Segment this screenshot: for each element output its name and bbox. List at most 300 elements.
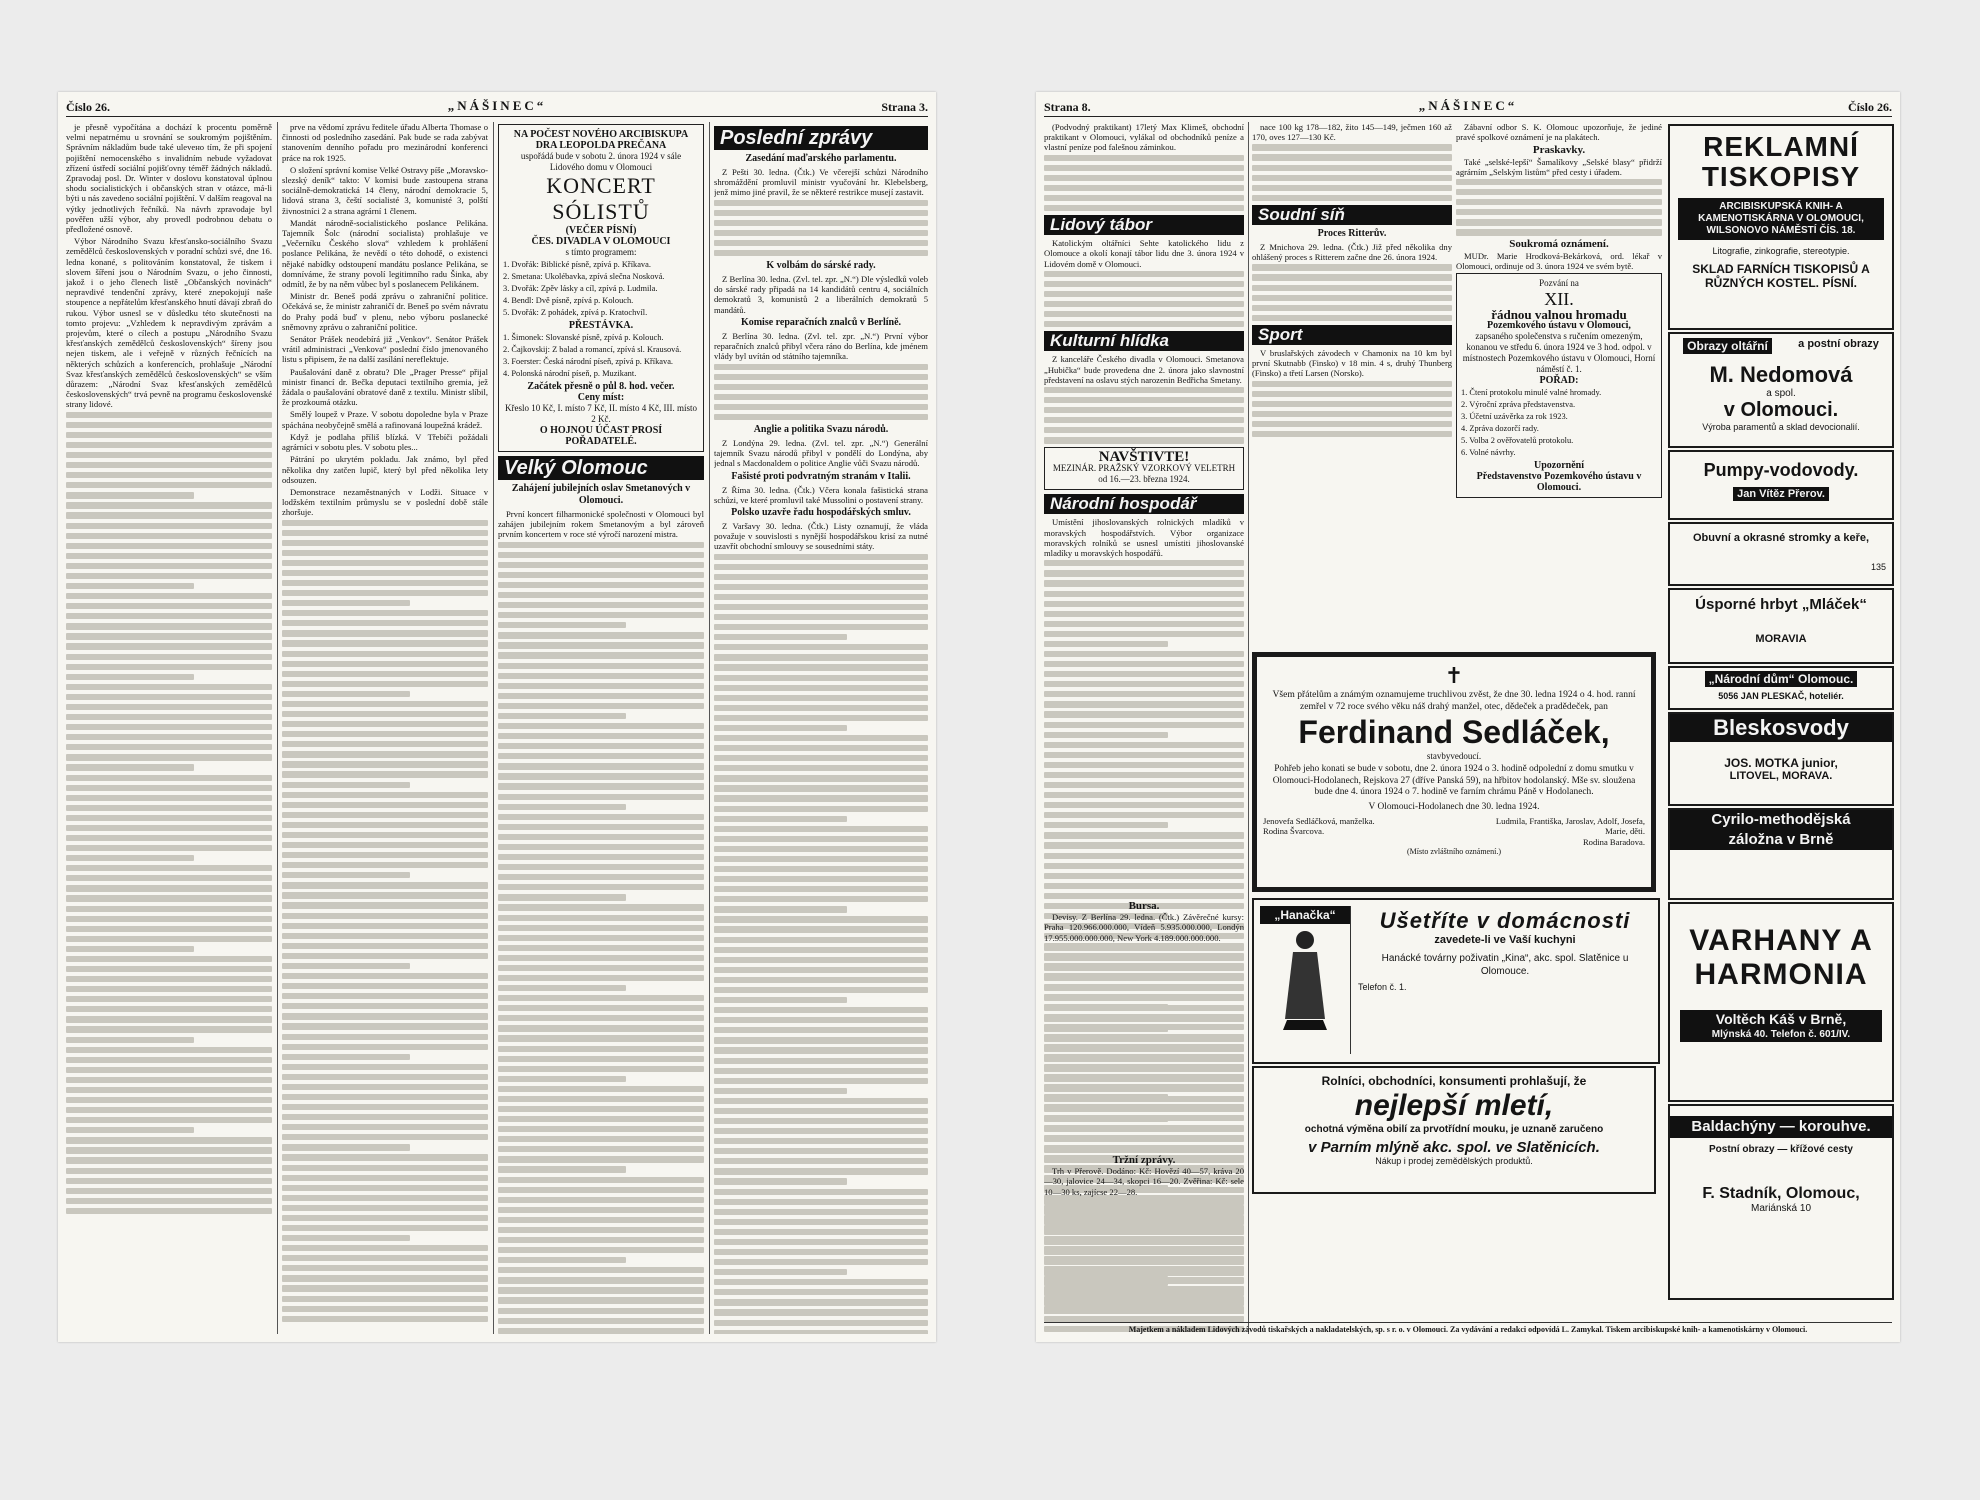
text-line-placeholder xyxy=(282,923,488,929)
text-line-placeholder xyxy=(498,753,704,759)
text-line-placeholder xyxy=(498,1076,626,1082)
text-line-placeholder xyxy=(714,1178,847,1184)
text-line-placeholder xyxy=(282,1245,488,1251)
text-line-placeholder xyxy=(66,1047,272,1053)
text-line-placeholder xyxy=(498,925,704,931)
text-line-placeholder xyxy=(1044,560,1244,566)
text-line-placeholder xyxy=(282,1144,410,1150)
ad-cyrilo-methodejska xyxy=(1668,808,1894,900)
text-line-placeholder xyxy=(1044,742,1244,748)
text-line-placeholder xyxy=(498,894,626,900)
ad-varhany-line2: HARMONIA xyxy=(1694,958,1868,991)
text-line-placeholder xyxy=(714,220,928,226)
ad-varhany-line3: Voltěch Káš v Brně, xyxy=(1680,1010,1882,1028)
text-line-placeholder xyxy=(498,1116,704,1122)
text-line-placeholder xyxy=(66,996,272,1002)
text-line-placeholder xyxy=(66,452,272,458)
text-line-placeholder xyxy=(66,1208,272,1214)
concert-program-item: 3. Foerster: Česká národní píseň, zpívá p. Kříkava. xyxy=(503,357,674,366)
anglie-paragraph: Z Londýna 29. ledna. (Zvl. tel. zpr. „N.“) Generální tajemník Svazu národů přibyl v pondělí do Londýna, aby jednal s Macdonaldem o politice Anglie vůči Svazu národů. xyxy=(714,437,928,469)
left-col2-paragraph: Pátrání po ukrytém pokladu. Jak známo, byl před několika dny zatčen lupič, který byl před několika lety odsouzen. xyxy=(282,454,488,485)
text-line-placeholder xyxy=(714,715,928,721)
text-line-placeholder xyxy=(66,1107,272,1113)
text-line-placeholder xyxy=(282,882,488,888)
text-line-placeholder xyxy=(1044,873,1244,879)
text-line-placeholder xyxy=(1044,822,1168,828)
text-line-placeholder xyxy=(714,957,928,963)
ad-usetrite-line3: Hanácké továrny poživatin „Kina“, akc. spol. Slatěnice u Olomouce. xyxy=(1381,953,1629,977)
text-line-placeholder xyxy=(498,622,626,628)
text-line-placeholder xyxy=(498,1197,704,1203)
left-running-head xyxy=(66,98,928,117)
text-line-placeholder xyxy=(714,1309,928,1315)
left-col2-paragraph: Demonstrace nezaměstnaných v Lodži. Situace v lodžském textilním průmyslu se v poslední době stále zhoršuje. xyxy=(282,486,488,518)
text-line-placeholder xyxy=(66,936,272,942)
column-divider xyxy=(277,122,278,1334)
text-line-placeholder xyxy=(498,1106,704,1112)
text-line-placeholder xyxy=(498,995,704,1001)
left-page-label: Číslo 26. xyxy=(66,100,111,114)
text-line-placeholder xyxy=(66,432,272,438)
text-line-placeholder xyxy=(1044,701,1244,707)
navstivte-date: od 16.—23. března 1924. xyxy=(1098,474,1190,485)
left-masthead: „NÁŠINEC“ xyxy=(447,98,547,113)
text-line-placeholder xyxy=(714,836,928,842)
concert-pause: PŘESTÁVKA. xyxy=(568,320,634,331)
text-line-placeholder xyxy=(714,785,928,791)
text-line-placeholder xyxy=(714,1037,928,1043)
left-col1-paragraph: je přesně vypočítána a dochází k procentu poměrně velmi nepatrnému u srovnání se soukromým pojištěním. Správním nákladům bude také ulevено tím, že při spojení pojištění nemocenského s invalidním nebude vyžadovat zřízení ústředí sociální pojišťovny téměř žádných nákladů. Zpravodaj posl. Dr. Winter v doslovu konstatoval úplnou shodu socialistických i občanských stran v otázce, má-li býti u nás zavedeno sociální pojištění. V dalším reagoval na výtky jednotlivých řečníků. Na návrh zpravodaje byl pověřen užší výbor, aby provedl podrobnou debatu o předložené osnově. xyxy=(66,122,272,235)
polsko-paragraph: Z Varšavy 30. ledna. (Čtk.) Listy oznamují, že vláda považuje v souvislosti s nynější hospodářskou krisí za nutné uzavřít obchodní smlouvy se sousedními státy. xyxy=(714,520,928,552)
text-line-placeholder xyxy=(282,913,488,919)
ad-baldachyny-line4: Mariánská 10 xyxy=(1750,1203,1812,1214)
left-col2-paragraph: Senátor Prášek neodebírá již „Venkov“. Senátor Prášek vrátil administraci „Venkova“ poslední číslo jmenovaného listu s připisem, že na další zasílání nereflektuje. xyxy=(282,334,488,365)
text-line-placeholder xyxy=(1044,1219,1244,1225)
text-line-placeholder xyxy=(282,771,488,777)
ad-usetrite-phone: Telefon č. 1. xyxy=(1358,982,1407,992)
text-line-placeholder xyxy=(66,543,272,549)
imprint-footer: Majetkem a nákladem Lidových závodů tiskařských a nakladatelských, sp. s r. o. v Olomouci. Za vydávání a redakci odpovídá L. Zamykal. Tiskem arcibiskupské knih- a kamenotiskárny v Olomouci. xyxy=(1044,1322,1892,1334)
text-line-placeholder xyxy=(714,584,928,590)
text-line-placeholder xyxy=(282,933,488,939)
ad-rolnici xyxy=(1252,1066,1656,1194)
text-line-placeholder xyxy=(66,855,194,861)
text-line-placeholder xyxy=(714,240,928,246)
ad-varhany-line1: VARHANY A xyxy=(1689,924,1873,957)
obituary-right-signature-2: Rodina Baradova. xyxy=(1582,836,1645,847)
text-line-placeholder xyxy=(282,1316,488,1322)
trzni-title: Tržní zprávy. xyxy=(1112,1154,1176,1166)
text-line-placeholder xyxy=(1044,1076,1244,1082)
text-line-placeholder xyxy=(1044,1259,1244,1265)
text-line-placeholder xyxy=(1044,1239,1244,1245)
text-line-placeholder xyxy=(498,1187,704,1193)
concert-sub2: ČES. DIVADLA V OLOMOUCI xyxy=(531,236,671,247)
section-soudni-sin: Soudní síň xyxy=(1252,205,1452,225)
text-line-placeholder xyxy=(1044,1015,1244,1021)
text-line-placeholder xyxy=(282,630,488,636)
section-narodni-hospodar: Národní hospodář xyxy=(1044,494,1244,514)
text-line-placeholder xyxy=(498,693,704,699)
ad-narodni-dum-line2: 5056 JAN PLESKAČ, hoteliér. xyxy=(1718,691,1844,701)
pozvani-sign: Představenstvo Pozemkového ústavu v Olomouci. xyxy=(1476,471,1642,494)
fasiste-paragraph: Z Říma 30. ledna. (Čtk.) Včera konala fašistická strana schůzi, ve které promluvil také Mussolini o postavení strany. xyxy=(714,484,928,505)
text-line-placeholder xyxy=(1044,1106,1244,1112)
text-line-placeholder xyxy=(66,976,272,982)
text-line-placeholder xyxy=(714,364,928,370)
left-col2-paragraph: Paušalování daně z obratu? Dle „Prager Presse“ přijal ministr financí dr. Bečka deputaci textilního gremia, jež žádala o paušalování obratové daně z textilu. Ministr slíbil, že prozkoumá otázku. xyxy=(282,366,488,408)
ad-obuv-line2: 135 xyxy=(1870,562,1886,572)
ad-baldachyny-line1: Baldachýny — korouhve. xyxy=(1670,1116,1892,1138)
text-line-placeholder xyxy=(282,1074,488,1080)
text-line-placeholder xyxy=(498,713,626,719)
anglie-subtitle: Anglie a politika Svazu národů. xyxy=(753,423,889,435)
text-line-placeholder xyxy=(498,1136,704,1142)
text-line-placeholder xyxy=(714,1058,928,1064)
text-line-placeholder xyxy=(498,794,704,800)
section-sport: Sport xyxy=(1252,325,1452,345)
navstivte-title: NAVŠTIVTE! xyxy=(1098,449,1190,466)
text-line-placeholder xyxy=(282,590,488,596)
text-line-placeholder xyxy=(282,953,488,959)
concert-program-item: 1. Dvořák: Biblické písně, zpívá p. Kříkava. xyxy=(503,260,651,269)
text-filler xyxy=(1252,144,1452,201)
text-line-placeholder xyxy=(66,906,272,912)
text-line-placeholder xyxy=(498,703,704,709)
praskavky-title: Praskavky. xyxy=(1532,144,1586,157)
text-line-placeholder xyxy=(282,540,488,546)
text-line-placeholder xyxy=(714,654,928,660)
text-line-placeholder xyxy=(714,947,928,953)
text-line-placeholder xyxy=(714,1027,928,1033)
text-line-placeholder xyxy=(1044,842,1244,848)
right-col-3 xyxy=(1456,122,1662,662)
text-line-placeholder xyxy=(282,741,488,747)
text-line-placeholder xyxy=(282,520,488,526)
text-line-placeholder xyxy=(66,835,272,841)
right-page-number: Číslo 26. xyxy=(1847,100,1892,114)
text-line-placeholder xyxy=(1252,401,1452,407)
text-line-placeholder xyxy=(498,1217,704,1223)
text-line-placeholder xyxy=(1252,264,1452,270)
text-line-placeholder xyxy=(282,1114,488,1120)
text-line-placeholder xyxy=(282,802,488,808)
text-line-placeholder xyxy=(282,550,488,556)
text-line-placeholder xyxy=(714,846,928,852)
pozvani-intro: Pozvání na xyxy=(1539,278,1579,289)
left-col2-paragraph: Když je podlaha příliš blízká. V Třebíči požádali agrárníci v sobotu ples. V sobotu ples... xyxy=(282,431,488,453)
text-line-placeholder xyxy=(1044,1279,1168,1285)
text-line-placeholder xyxy=(66,1006,272,1012)
obituary-notice xyxy=(1252,652,1656,892)
text-line-placeholder xyxy=(66,492,194,498)
text-line-placeholder xyxy=(714,614,928,620)
ad-rolnici-line2: nejlepší mletí, xyxy=(1354,1089,1554,1122)
text-line-placeholder xyxy=(66,845,272,851)
text-line-placeholder xyxy=(1044,397,1244,403)
text-line-placeholder xyxy=(498,1267,704,1273)
text-line-placeholder xyxy=(498,864,704,870)
pozvani-upozorneni: Upozornění xyxy=(1534,460,1584,472)
text-line-placeholder xyxy=(1044,691,1244,697)
text-line-placeholder xyxy=(282,902,488,908)
pozvani-when: konanou ve středu 6. února 1924 ve 3 hod. odpol. v místnostech Pozemkového ústavu v Olomouci, Horní náměstí č. 1. xyxy=(1462,342,1656,375)
text-line-placeholder xyxy=(498,743,704,749)
text-line-placeholder xyxy=(1044,165,1244,171)
left-col-4 xyxy=(714,122,928,1334)
text-line-placeholder xyxy=(282,862,488,868)
text-line-placeholder xyxy=(714,816,847,822)
text-line-placeholder xyxy=(66,754,272,760)
text-line-placeholder xyxy=(714,745,928,751)
text-line-placeholder xyxy=(714,916,928,922)
text-line-placeholder xyxy=(66,916,272,922)
text-line-placeholder xyxy=(66,422,272,428)
left-col2-paragraph: O složení správní komise Velké Ostravy píše „Moravsko-slezský deník“ takto: V komisi bude zastoupena strana sociálně-demokratická 14 členy, národní demokracie 5, lidová strana 3, čeští socialisté 3, komunisté 3, polští živnostníci 2 a strana agrární 1 členem. xyxy=(282,164,488,216)
text-line-placeholder xyxy=(498,602,704,608)
text-line-placeholder xyxy=(66,412,272,418)
text-line-placeholder xyxy=(66,1057,272,1063)
concert-program-item: 4. Bendl: Dvě písně, zpívá p. Kolouch. xyxy=(503,296,634,305)
trzni-paragraph: Trh v Přerově. Dodáno: Kč: Hovězí 40—57, kráva 20—30, jalovice 24—34, skopci 16—20. Zvěřina: Kč: sele 10—30 ks, zajícse 22—28. xyxy=(1044,1166,1244,1197)
text-line-placeholder xyxy=(1044,732,1168,738)
text-line-placeholder xyxy=(1044,1209,1244,1215)
left-col2-paragraph: Smělý loupež v Praze. V sobotu dopoledne byla v Praze spáchána neobyčejně smělá a rafinovaná loupežná krádež. xyxy=(282,409,488,430)
concert-sub1: (VEČER PÍSNÍ) xyxy=(565,225,637,236)
ad-bleskosvod-line3: LITOVEL, MORAVA. xyxy=(1729,770,1833,782)
ad-reklamni-line2: TISKOPISY xyxy=(1701,161,1861,192)
text-line-placeholder xyxy=(66,785,272,791)
concert-program-item: 4. Polonská národní píseň, p. Muzikant. xyxy=(503,369,637,378)
text-line-placeholder xyxy=(498,804,626,810)
text-line-placeholder xyxy=(498,592,704,598)
text-filler xyxy=(714,364,928,421)
text-line-placeholder xyxy=(1252,144,1452,150)
text-line-placeholder xyxy=(66,684,272,690)
text-line-placeholder xyxy=(282,560,488,566)
text-line-placeholder xyxy=(714,394,928,400)
text-line-placeholder xyxy=(1044,1056,1244,1062)
ad-baldachyny-line2: Postní obrazy — křížové cesty xyxy=(1709,1144,1853,1155)
text-line-placeholder xyxy=(282,1215,488,1221)
text-line-placeholder xyxy=(66,472,272,478)
text-line-placeholder xyxy=(1252,391,1452,397)
text-line-placeholder xyxy=(282,761,488,767)
text-line-placeholder xyxy=(714,755,928,761)
text-line-placeholder xyxy=(714,624,928,630)
ad-bleskosvody xyxy=(1668,712,1894,806)
text-line-placeholder xyxy=(714,1219,928,1225)
concert-closing: O HOJNOU ÚČAST PROSÍ POŘADATELÉ. xyxy=(539,425,663,447)
text-line-placeholder xyxy=(714,685,928,691)
ad-bleskosvod-line2: JOS. MOTKA junior, xyxy=(1724,756,1838,770)
text-line-placeholder xyxy=(714,1199,928,1205)
text-line-placeholder xyxy=(282,1084,488,1090)
text-line-placeholder xyxy=(498,1227,704,1233)
right-page xyxy=(1036,92,1900,1342)
text-line-placeholder xyxy=(1252,295,1452,301)
ad-rolnici-line4: v Parním mlýně akc. spol. ve Slatěnicích. xyxy=(1308,1139,1600,1156)
text-line-placeholder xyxy=(282,1044,488,1050)
text-line-placeholder xyxy=(714,634,847,640)
text-line-placeholder xyxy=(1044,621,1244,627)
text-line-placeholder xyxy=(1044,195,1244,201)
right-col2-top: nace 100 kg 178—182, žito 145—149, ječmen 160 až 170, oves 127—130 Kč. xyxy=(1252,122,1452,143)
obituary-intro: Všem přátelům a známým oznamujeme truchlivou zvěst, že dne 30. ledna 1924 o 4. hod. ranní zemřel v 72 roce svého věku náš drahý manžel, otec, dědeček a pradědeček, pan xyxy=(1272,689,1636,712)
text-line-placeholder xyxy=(498,915,704,921)
section-kulturni-hlidka: Kulturní hlídka xyxy=(1044,331,1244,351)
text-line-placeholder xyxy=(1044,321,1244,327)
pozvani-org: Pozemkového ústavu v Olomouci, xyxy=(1487,320,1631,332)
text-line-placeholder xyxy=(1044,1136,1244,1142)
text-line-placeholder xyxy=(282,1306,488,1312)
ad-obuv-stromky xyxy=(1668,522,1894,586)
text-line-placeholder xyxy=(498,884,704,890)
text-line-placeholder xyxy=(282,691,410,697)
text-line-placeholder xyxy=(1456,199,1662,205)
text-line-placeholder xyxy=(282,610,488,616)
text-line-placeholder xyxy=(498,1257,626,1263)
pozvani-porad-item: 6. Volné návrhy. xyxy=(1461,448,1516,458)
ad-reklamni-tiskopisy xyxy=(1668,124,1894,330)
text-line-placeholder xyxy=(282,1154,488,1160)
text-line-placeholder xyxy=(66,986,272,992)
left-col-3 xyxy=(498,122,704,1334)
pozvani-porad-item: 3. Účetní uzávěrka za rok 1923. xyxy=(1461,412,1568,422)
text-line-placeholder xyxy=(498,723,704,729)
concert-prices-title: Ceny míst: xyxy=(577,392,625,403)
text-line-placeholder xyxy=(714,775,928,781)
ad-mlacek-line1: Úsporné hrbyt „Mláček“ xyxy=(1695,596,1867,613)
ad-cyrilo-line1: Cyrilo-methodějská xyxy=(1670,810,1892,830)
text-filler xyxy=(1044,387,1244,444)
text-line-placeholder xyxy=(714,1289,928,1295)
text-line-placeholder xyxy=(498,1046,704,1052)
text-line-placeholder xyxy=(66,654,272,660)
text-line-placeholder xyxy=(66,815,272,821)
text-line-placeholder xyxy=(498,1318,704,1324)
text-line-placeholder xyxy=(1044,611,1244,617)
ad-obrazy-line1: Obrazy oltářní xyxy=(1683,338,1772,354)
text-line-placeholder xyxy=(498,824,704,830)
text-line-placeholder xyxy=(1044,1005,1244,1011)
text-line-placeholder xyxy=(282,1124,488,1130)
left-col2-paragraph: Ministr dr. Beneš podá zprávu o zahraniční politice. Očekává se, že ministr zahraničí dr. Beneš po svém návratu do Prahy podá buď v plenu, nebo výboru poslanecké sněmovny zprávu o zahraniční politice. xyxy=(282,291,488,332)
text-line-placeholder xyxy=(1044,762,1244,768)
obituary-name: Ferdinand Sedláček, xyxy=(1298,714,1610,750)
text-line-placeholder xyxy=(282,872,410,878)
polsko-subtitle: Polsko uzavře řadu hospodářských smluv. xyxy=(731,506,911,518)
text-line-placeholder xyxy=(282,661,488,667)
text-line-placeholder xyxy=(282,570,488,576)
text-line-placeholder xyxy=(498,1096,704,1102)
text-line-placeholder xyxy=(498,975,704,981)
text-line-placeholder xyxy=(498,1308,704,1314)
text-line-placeholder xyxy=(498,965,704,971)
left-col-2 xyxy=(282,122,488,1334)
text-line-placeholder xyxy=(714,1088,847,1094)
ad-obrazy-line4: a spol. xyxy=(1766,388,1796,399)
text-line-placeholder xyxy=(498,663,704,669)
concert-title: KONCERT SÓLISTŮ xyxy=(546,173,656,224)
text-line-placeholder xyxy=(714,574,928,580)
section-velky-olomouc: Velký Olomouc xyxy=(498,456,704,480)
text-line-placeholder xyxy=(498,1056,704,1062)
text-line-placeholder xyxy=(714,876,928,882)
text-line-placeholder xyxy=(1044,407,1244,413)
text-line-placeholder xyxy=(1044,301,1244,307)
text-line-placeholder xyxy=(1252,175,1452,181)
text-filler xyxy=(1456,179,1662,236)
text-line-placeholder xyxy=(66,1168,272,1174)
ad-baldachyny-line3: F. Stadník, Olomouc, xyxy=(1702,1185,1860,1202)
text-line-placeholder xyxy=(498,844,704,850)
text-line-placeholder xyxy=(714,926,928,932)
text-line-placeholder xyxy=(1044,671,1244,677)
ad-obrazy-line3: M. Nedomová xyxy=(1709,362,1853,387)
text-line-placeholder xyxy=(1044,1046,1244,1052)
ad-obrazy-line5: v Olomouci. xyxy=(1723,399,1839,421)
left-col-1 xyxy=(66,122,272,1334)
text-line-placeholder xyxy=(714,1078,928,1084)
text-line-placeholder xyxy=(498,652,704,658)
text-line-placeholder xyxy=(282,1023,488,1029)
pozvani-rest: zapsaného společenstva s ručením omezeným, xyxy=(1475,331,1643,342)
ad-mlacek-line2: MORAVIA xyxy=(1755,633,1807,645)
text-line-placeholder xyxy=(714,1229,928,1235)
text-line-placeholder xyxy=(66,704,272,710)
section-lidovy-tabor: Lidový tábor xyxy=(1044,215,1244,235)
text-line-placeholder xyxy=(714,374,928,380)
left-col2-paragraph: prve na vědomí zprávu ředitele úřadu Alberta Thomase o činnosti od posledního zasedání. Pak bude se rada zabývat stanovením denního pořadu pro mezinárodní konferenci práce na rok 1925. xyxy=(282,122,488,163)
text-line-placeholder xyxy=(282,842,488,848)
concert-pre: NA POČEST NOVÉHO ARCIBISKUPA DRA LEOPOLDA PREČANA xyxy=(513,129,689,151)
text-line-placeholder xyxy=(498,1086,704,1092)
ad-narodni-dum xyxy=(1668,666,1894,710)
text-line-placeholder xyxy=(714,1320,928,1326)
ad-rolnici-line5: Nákup i prodej zemědělských produktů. xyxy=(1375,1156,1533,1166)
ad-obuv-line1: Obuvní a okrasné stromky a keře, xyxy=(1692,532,1870,544)
text-line-placeholder xyxy=(282,731,488,737)
text-line-placeholder xyxy=(1044,883,1244,889)
text-line-placeholder xyxy=(282,681,488,687)
text-line-placeholder xyxy=(498,1005,704,1011)
text-line-placeholder xyxy=(498,814,704,820)
lidovy-paragraph: Katolickým oltářníci Sehte katolického lidu z Olomouce a okolí konají tábor lidu dne 3. února 1924 v Lidovém domě v Olomouci. xyxy=(1044,238,1244,269)
text-filler xyxy=(1252,381,1452,438)
text-line-placeholder xyxy=(1044,271,1244,277)
right-col-1-trzni xyxy=(1044,1152,1244,1314)
text-line-placeholder xyxy=(282,1235,410,1241)
text-line-placeholder xyxy=(714,1047,928,1053)
text-line-placeholder xyxy=(498,1328,704,1334)
text-line-placeholder xyxy=(66,1016,272,1022)
text-line-placeholder xyxy=(282,1296,488,1302)
text-line-placeholder xyxy=(714,404,928,410)
text-line-placeholder xyxy=(66,482,272,488)
text-line-placeholder xyxy=(1044,1025,1168,1031)
text-line-placeholder xyxy=(282,892,488,898)
text-line-placeholder xyxy=(1044,1066,1244,1072)
text-filler xyxy=(498,542,704,1334)
text-line-placeholder xyxy=(498,773,704,779)
text-line-placeholder xyxy=(714,1158,928,1164)
text-line-placeholder xyxy=(498,1177,704,1183)
right-page-label: Strana 8. xyxy=(1044,100,1091,114)
text-line-placeholder xyxy=(66,724,272,730)
concert-start: Začátek přesně o půl 8. hod. večer. xyxy=(527,381,675,392)
text-line-placeholder xyxy=(1044,1036,1244,1042)
